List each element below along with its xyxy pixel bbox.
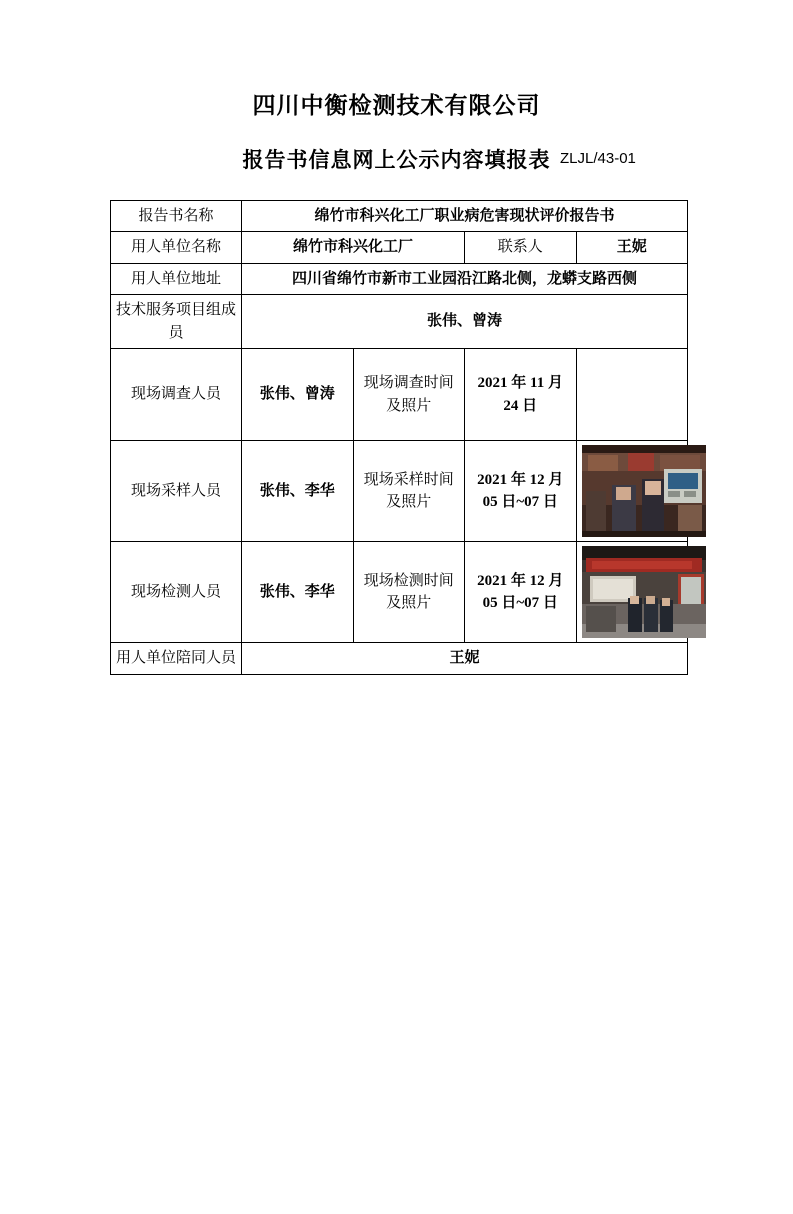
table-row — [111, 295, 688, 349]
row-value-employer-name: 绵竹市科兴化工厂 — [242, 232, 465, 264]
document-page — [0, 92, 793, 1214]
row-value-contact-person: 王妮 — [576, 232, 688, 264]
company-title: 四川中衡检测技术有限公司 — [252, 93, 541, 118]
table-row — [111, 200, 688, 232]
row-label-employer-name: 用人单位名称 — [111, 232, 242, 264]
row-label-project-team: 技术服务项目组成员 — [111, 295, 242, 349]
row-label-sampling-time-photo: 现场采样时间及照片 — [353, 441, 465, 542]
subtitle-row — [0, 144, 793, 174]
table-row — [111, 441, 688, 542]
row-value-employer-address: 四川省绵竹市新市工业园沿江路北侧，龙蟒支路西侧 — [242, 263, 688, 295]
row-value-report-name: 绵竹市科兴化工厂职业病危害现状评价报告书 — [242, 200, 688, 232]
row-label-detection-staff: 现场检测人员 — [111, 542, 242, 643]
row-value-sampling-staff: 张伟、李华 — [242, 441, 354, 542]
row-value-project-team: 张伟、曾涛 — [242, 295, 688, 349]
table-row — [111, 349, 688, 441]
row-value-detection-date: 2021 年 12 月 05 日~07 日 — [465, 542, 577, 643]
row-label-contact-person: 联系人 — [465, 232, 577, 264]
row-label-employer-address: 用人单位地址 — [111, 263, 242, 295]
row-photo-survey-empty — [576, 349, 688, 441]
table-row — [111, 643, 688, 675]
row-value-accompany-staff: 王妮 — [242, 643, 688, 675]
row-label-accompany-staff: 用人单位陪同人员 — [111, 643, 242, 675]
row-value-survey-date: 2021 年 11 月 24 日 — [465, 349, 577, 441]
sampling-photo — [582, 445, 706, 537]
row-label-sampling-staff: 现场采样人员 — [111, 441, 242, 542]
row-label-survey-time-photo: 现场调查时间及照片 — [353, 349, 465, 441]
detection-photo — [582, 546, 706, 638]
form-title: 报告书信息网上公示内容填报表 — [242, 147, 551, 172]
table-row — [111, 263, 688, 295]
row-photo-detection — [576, 542, 688, 643]
form-code: ZLJL/43-01 — [560, 149, 636, 167]
row-label-detection-time-photo: 现场检测时间及照片 — [353, 542, 465, 643]
table-row — [111, 542, 688, 643]
row-value-sampling-date: 2021 年 12 月 05 日~07 日 — [465, 441, 577, 542]
row-value-survey-staff: 张伟、曾涛 — [242, 349, 354, 441]
row-label-report-name: 报告书名称 — [111, 200, 242, 232]
table-row — [111, 232, 688, 264]
row-value-detection-staff: 张伟、李华 — [242, 542, 354, 643]
report-info-table — [110, 200, 688, 675]
row-label-survey-staff: 现场调查人员 — [111, 349, 242, 441]
row-photo-sampling — [576, 441, 688, 542]
